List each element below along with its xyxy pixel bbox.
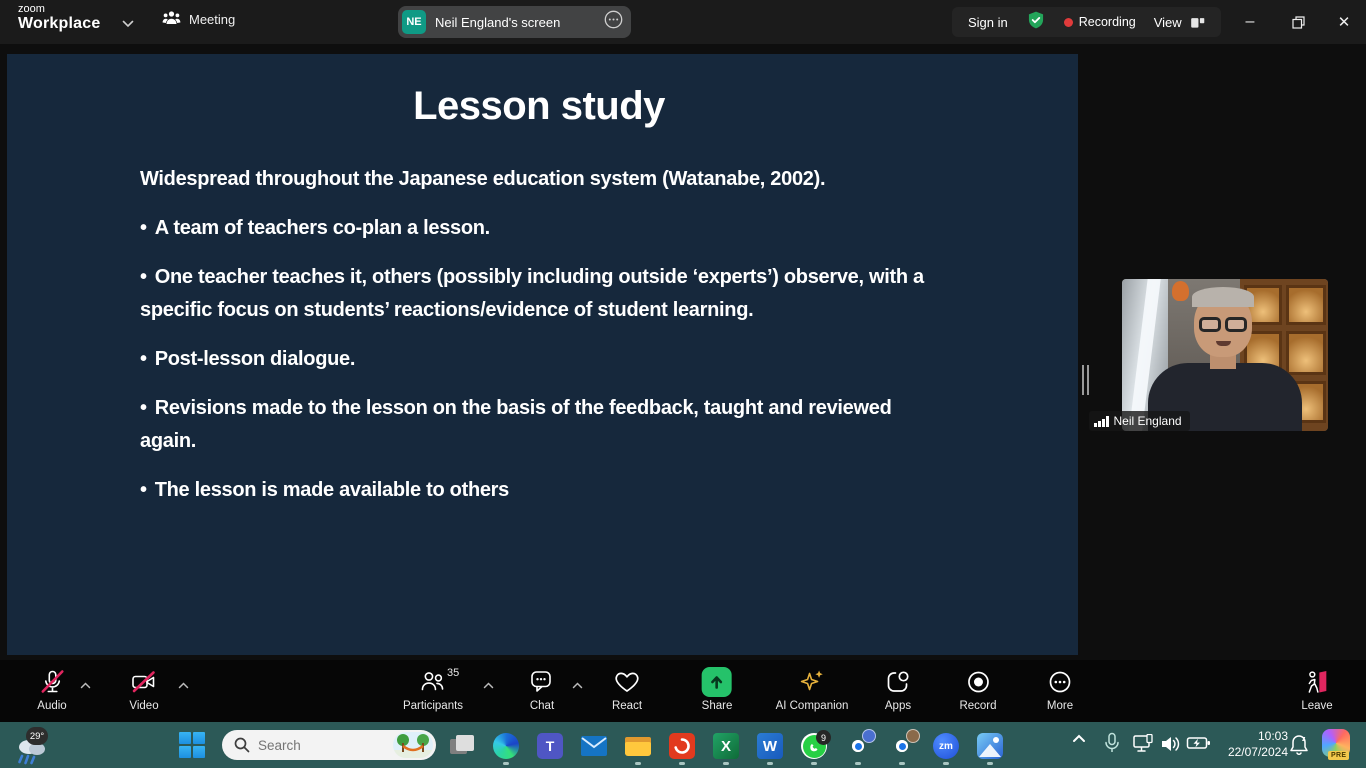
audio-label: Audio — [37, 700, 67, 712]
view-button-label: View — [1153, 14, 1182, 30]
glasses — [1199, 317, 1247, 332]
record-button[interactable] — [959, 667, 996, 712]
excel-icon: X — [713, 733, 739, 759]
status-cluster — [952, 7, 1221, 37]
react-label: React — [611, 700, 643, 712]
ai-companion-label: AI Companion — [775, 700, 849, 712]
title-bar — [0, 0, 1366, 44]
teams-icon: T — [537, 733, 563, 759]
camera-muted-icon — [129, 667, 159, 697]
recording-indicator — [1064, 15, 1136, 29]
record-icon — [964, 667, 992, 697]
slide-bullet: • Revisions made to the lesson on the basis of the feedback, taught and reviewed again. — [140, 397, 892, 452]
share-label: Share — [701, 700, 733, 712]
brand-zoom: zoom — [18, 3, 45, 15]
chevron-down-icon[interactable] — [122, 15, 134, 33]
meeting-toolbar — [0, 660, 1366, 722]
restore-icon — [1292, 16, 1305, 29]
slide-bullet: • Post-lesson dialogue. — [140, 348, 356, 370]
slide-bullet: • One teacher teaches it, others (possibly including outside ‘experts’) observe, with a specific focus on students’ reactions/evidence of student learning. — [140, 266, 924, 321]
participant-video-tile[interactable] — [1122, 279, 1328, 431]
more-icon — [1046, 667, 1074, 697]
chat-label: Chat — [529, 700, 555, 712]
participants-icon — [419, 667, 447, 697]
tab-meeting[interactable] — [162, 10, 235, 29]
people-icon — [162, 10, 181, 29]
chat-button[interactable] — [528, 667, 556, 712]
minimize-button[interactable] — [1232, 4, 1268, 40]
participant-name-label — [1089, 411, 1190, 431]
layout-icon — [1189, 15, 1205, 30]
apps-label: Apps — [884, 700, 912, 712]
heart-icon — [613, 667, 641, 697]
share-button[interactable] — [702, 667, 733, 712]
video-label: Video — [129, 700, 159, 712]
zoom-app-icon: zm — [933, 733, 959, 759]
view-button[interactable] — [1154, 15, 1205, 30]
recording-label: Recording — [1078, 15, 1136, 29]
chat-options-caret[interactable] — [572, 676, 583, 694]
more-button[interactable] — [1046, 667, 1074, 712]
microphone-muted-icon — [38, 667, 66, 697]
minimize-icon: – — [1245, 13, 1255, 30]
svg-text:z: z — [1302, 736, 1306, 743]
brand-workplace: Workplace — [18, 14, 101, 32]
participants-options-caret[interactable] — [483, 676, 494, 694]
participants-label: Participants — [402, 700, 464, 712]
windows-taskbar — [0, 722, 1366, 768]
apps-icon — [884, 667, 912, 697]
shared-screen-stage — [0, 44, 1366, 660]
zoom-workplace-logo — [18, 4, 100, 32]
slide-intro: Widespread throughout the Japanese education system (Watanabe, 2002). — [140, 168, 826, 190]
video-options-caret[interactable] — [178, 676, 189, 694]
ai-companion-button[interactable] — [776, 667, 849, 712]
video-button[interactable] — [129, 667, 159, 712]
slide-title: Lesson study — [413, 84, 665, 128]
close-button[interactable] — [1326, 4, 1362, 40]
audio-options-caret[interactable] — [80, 676, 91, 694]
tray-date: 22/07/2024 — [1227, 745, 1288, 759]
participants-count: 35 — [447, 667, 460, 679]
avatar: NE — [402, 10, 426, 34]
word-icon: W — [757, 733, 783, 759]
tray-chevron-up[interactable] — [1072, 734, 1086, 743]
temperature-badge: 29° — [26, 727, 48, 745]
sparkle-icon — [797, 667, 827, 697]
apps-button[interactable] — [884, 667, 912, 712]
signal-bars-icon — [1094, 416, 1109, 427]
react-button[interactable] — [612, 667, 642, 712]
tray-clock[interactable] — [1216, 728, 1288, 760]
copilot-pre-badge: PRE — [1328, 751, 1349, 760]
recording-dot — [1064, 18, 1073, 27]
tray-battery-icon[interactable] — [1186, 734, 1212, 752]
tab-neil-englands-screen[interactable] — [398, 6, 631, 38]
leave-button[interactable] — [1301, 667, 1332, 712]
sign-in-button[interactable]: Sign in — [968, 14, 1008, 30]
slide-bullet: • The lesson is made available to others — [140, 479, 509, 501]
whatsapp-badge: 9 — [816, 730, 831, 745]
screen-share-tab-label: Neil England's screen — [435, 14, 561, 30]
slide-bullet: • A team of teachers co-plan a lesson. — [140, 217, 490, 239]
meeting-tab-label: Meeting — [189, 12, 236, 27]
audio-button[interactable] — [37, 667, 66, 712]
share-up-arrow-icon — [702, 667, 732, 697]
presentation-slide — [7, 54, 1078, 655]
participant-name: Neil England — [1113, 414, 1182, 428]
shield-check-icon[interactable] — [1026, 9, 1046, 36]
record-label: Record — [959, 700, 997, 712]
close-icon: ✕ — [1337, 14, 1351, 31]
notification-bell-icon[interactable] — [1288, 733, 1310, 762]
leave-label: Leave — [1301, 700, 1333, 712]
tray-microphone-icon[interactable] — [1104, 732, 1120, 754]
tray-time: 10:03 — [1257, 729, 1288, 743]
video-panel-drag-handle[interactable] — [1082, 365, 1090, 395]
leave-door-icon — [1302, 667, 1332, 697]
more-options-icon[interactable] — [604, 10, 623, 34]
tray-network-icon[interactable] — [1132, 734, 1156, 754]
restore-button[interactable] — [1280, 4, 1316, 40]
tray-speaker-icon[interactable] — [1160, 734, 1182, 754]
more-label: More — [1046, 700, 1074, 712]
chat-bubble-icon — [528, 667, 556, 697]
copilot-icon[interactable] — [1322, 729, 1350, 757]
